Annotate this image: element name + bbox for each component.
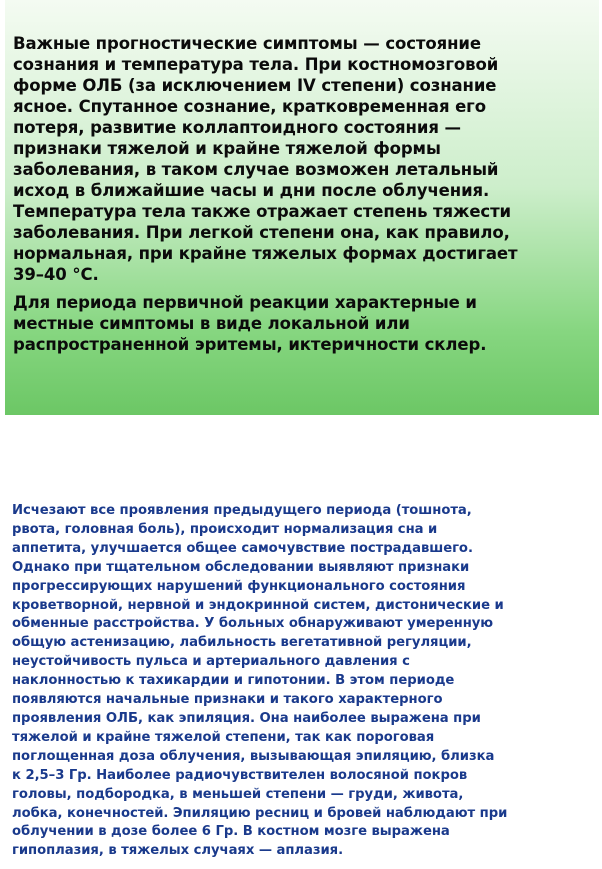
primary-reaction-paragraph: Для периода первичной реакции характерные и местные симптомы в виде локальной или распространенной эритемы, иктеричности склер. xyxy=(13,293,487,354)
prognostic-symptoms-paragraph: Важные прогностические симптомы — состояние сознания и температура тела. При костномозговой форме ОЛБ (за исключением IV степени) сознание ясное. Спутанное сознание, кратковременная его потеря, развитие коллаптоидного состояния — признаки тяжелой и крайне тяжелой формы заболевания, в таком случае возможен летальный исход в ближайшие часы и дни после облучения. Температура тела также отражает степень тяжести заболевания. При легкой степени она, как правило, нормальная, при крайне тяжелых формах достигает 39–40 °С. xyxy=(13,34,518,284)
latent-period-paragraph: Исчезают все проявления предыдущего периода (тошнота, рвота, головная боль), происходит нормализация сна и аппетита, улучшается общее самочувствие пострадавшего. Однако при тщательном обследовании выявляют признаки прогрессирующих нарушений функционального состояния кроветворной, нервной и эндокринной систем, дистонические и обменные расстройства. У больных обнаруживают умеренную общую астенизацию, лабильность вегетативной регуляции, неустойчивость пульса и артериального давления с наклонностью к тахикардии и гипотонии. В этом периоде появляются начальные признаки и такого характерного проявления ОЛБ, как эпиляция. Она наиболее выражена при тяжелой и крайне тяжелой степени, так как пороговая поглощенная доза облучения, вызывающая эпиляцию, близка к 2,5–3 Гр. Наиболее радиочувствителен волосяной покров головы, подбородка, в меньшей степени — груди, живота, лобка, конечностей. Эпиляцию ресниц и бровей наблюдают при облучении в дозе более 6 Гр. В костном мозге выражена гипоплазия, в тяжелых случаях — аплазия. xyxy=(12,503,508,859)
symptoms-text-block xyxy=(13,33,593,362)
